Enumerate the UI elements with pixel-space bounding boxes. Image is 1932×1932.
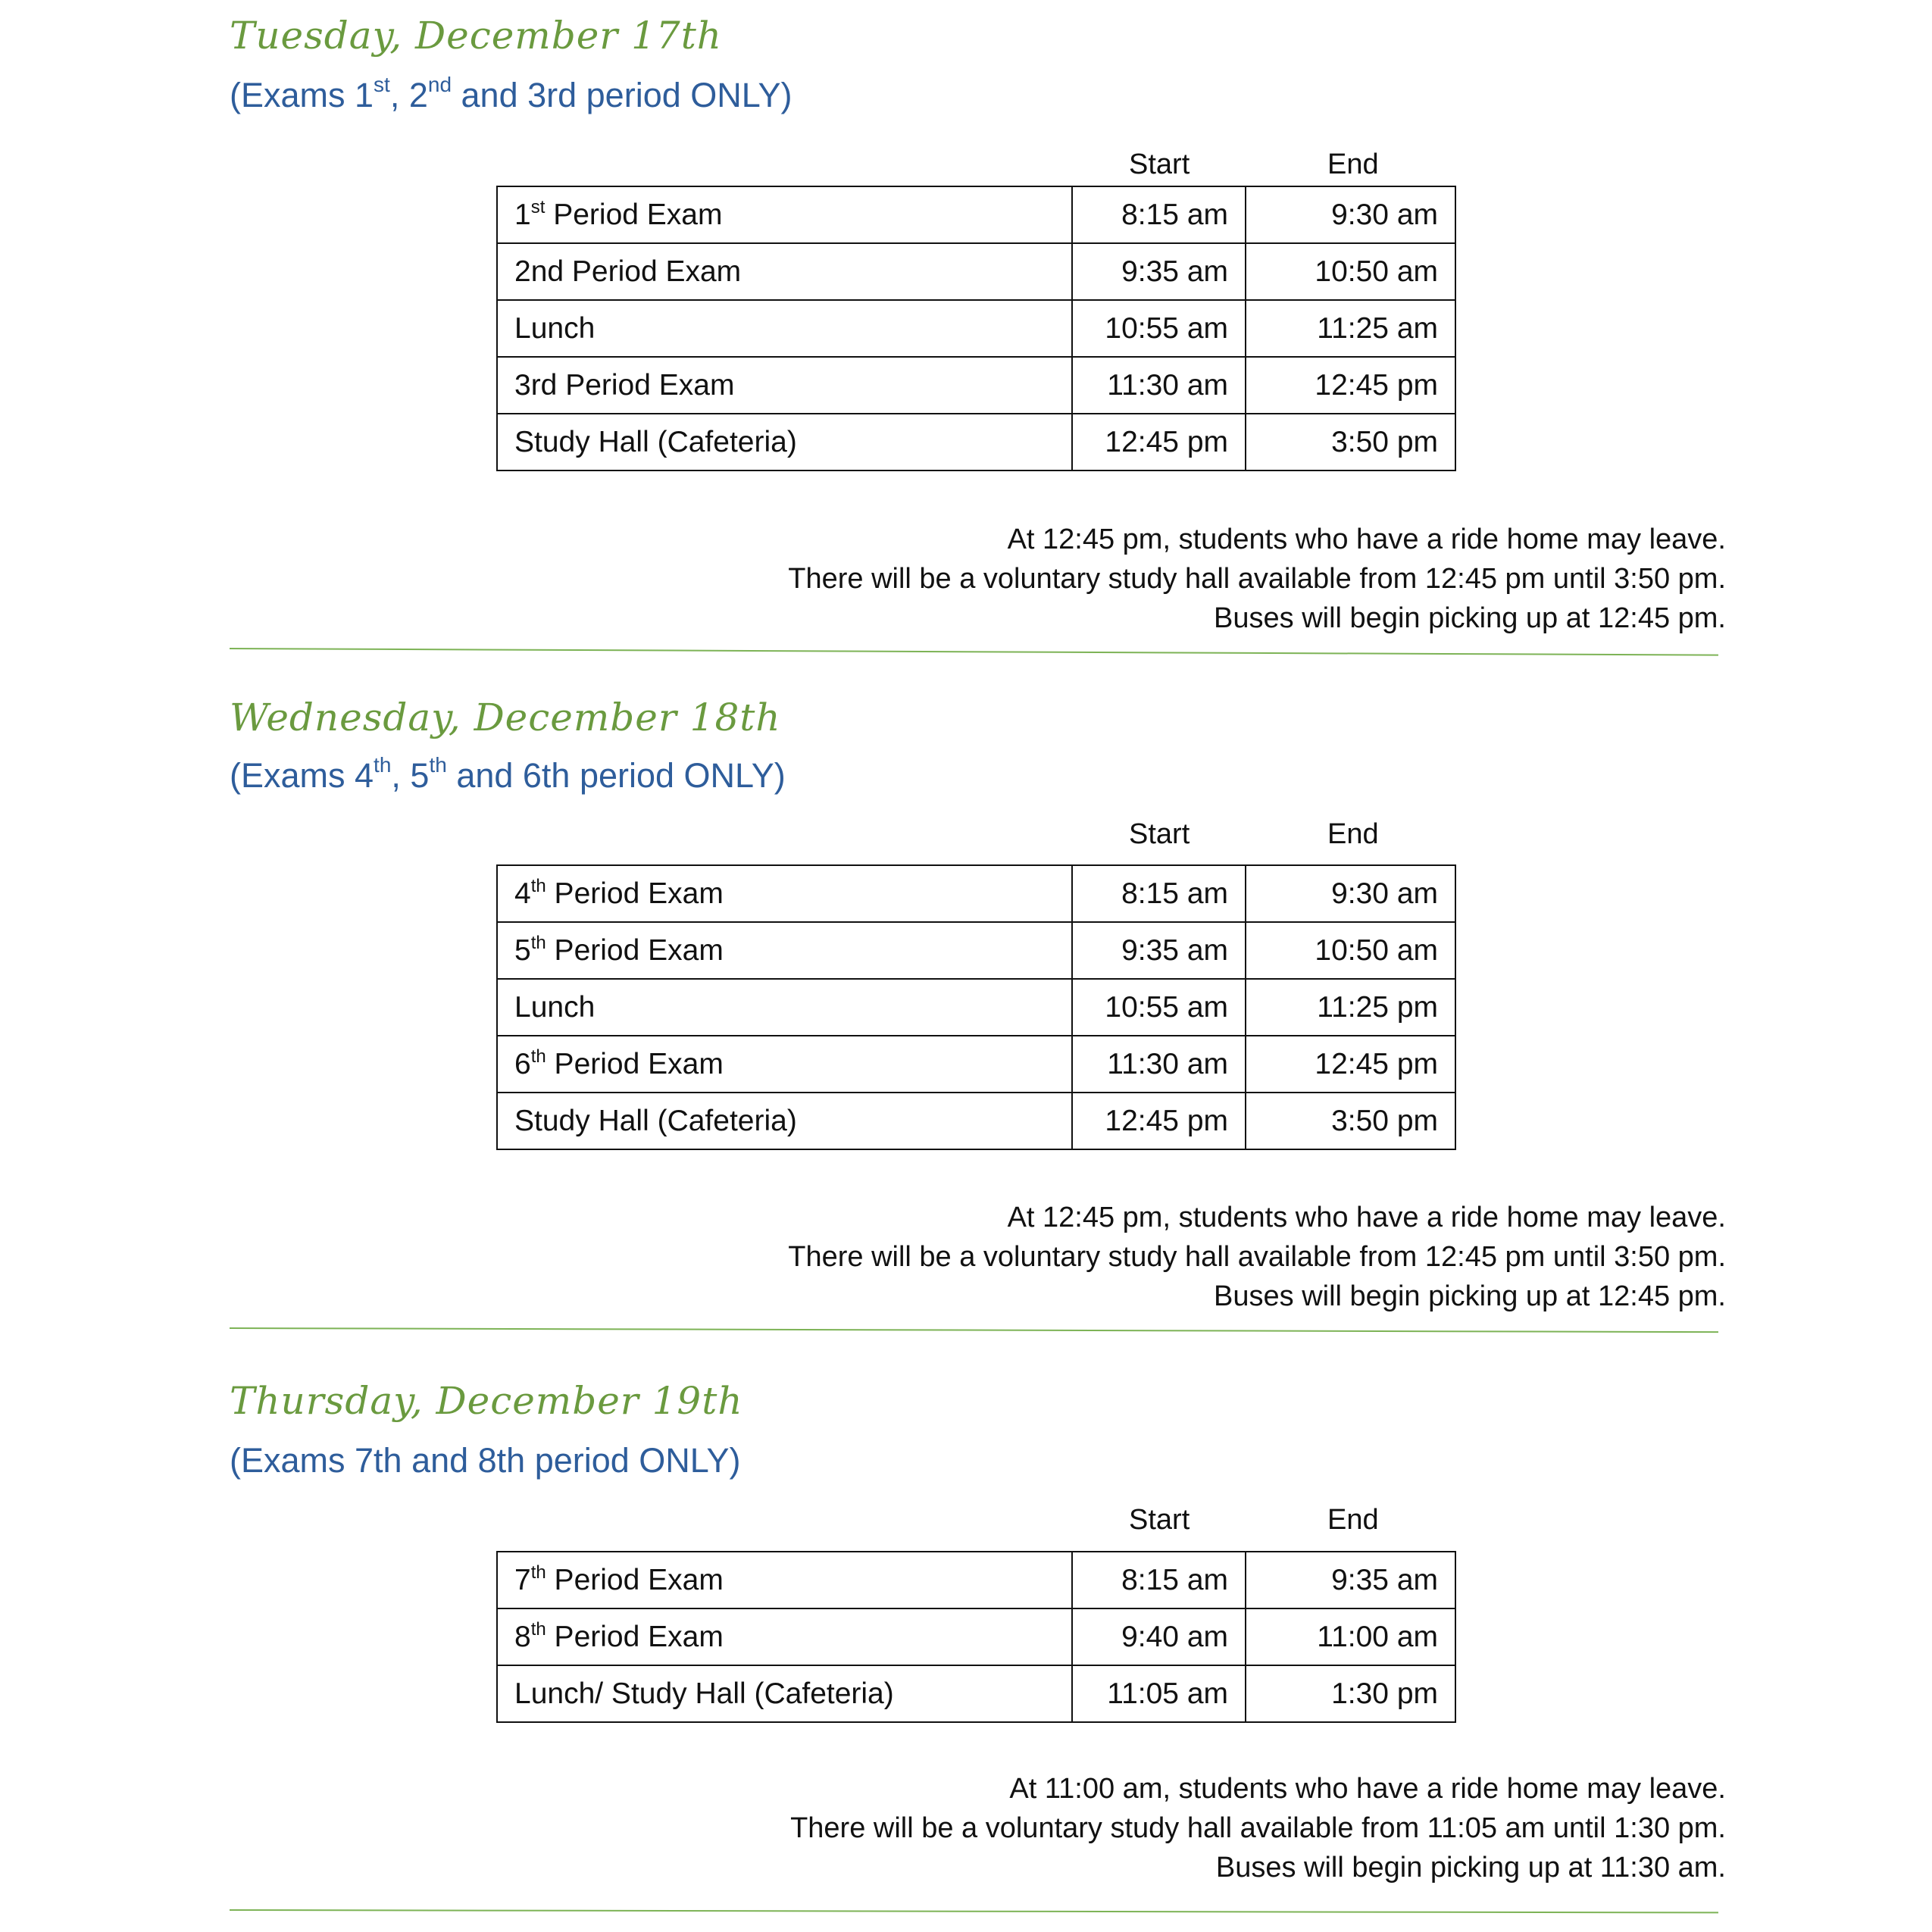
note-line: Buses will begin picking up at 12:45 pm. bbox=[1214, 602, 1726, 634]
table-row bbox=[497, 922, 1455, 979]
start-time: 10:55 am bbox=[1072, 300, 1246, 357]
start-time: 11:05 am bbox=[1072, 1665, 1246, 1722]
section-divider bbox=[230, 1909, 1718, 1913]
start-time: 9:35 am bbox=[1072, 243, 1246, 300]
note-line: At 11:00 am, students who have a ride home may leave. bbox=[1009, 1773, 1726, 1805]
period-label: Study Hall (Cafeteria) bbox=[497, 414, 1072, 470]
start-time: 9:35 am bbox=[1072, 922, 1246, 979]
end-time: 11:25 pm bbox=[1246, 979, 1455, 1036]
period-label: 1st Period Exam bbox=[497, 186, 1072, 243]
dismissal-notes bbox=[790, 1769, 1726, 1887]
end-time: 9:30 am bbox=[1246, 186, 1455, 243]
end-time: 11:25 am bbox=[1246, 300, 1455, 357]
note-line: At 12:45 pm, students who have a ride home may leave. bbox=[1007, 1202, 1726, 1233]
dismissal-notes bbox=[788, 520, 1726, 638]
day-title: Thursday, December 19th bbox=[230, 1379, 743, 1423]
start-time: 9:40 am bbox=[1072, 1608, 1246, 1665]
end-time: 10:50 am bbox=[1246, 243, 1455, 300]
start-time: 11:30 am bbox=[1072, 1036, 1246, 1093]
end-time: 9:30 am bbox=[1246, 865, 1455, 922]
day-subtitle: (Exams 1st, 2nd and 3rd period ONLY) bbox=[230, 73, 792, 114]
start-time: 10:55 am bbox=[1072, 979, 1246, 1036]
day-subtitle: (Exams 4th, 5th and 6th period ONLY) bbox=[230, 753, 786, 795]
day-title: Wednesday, December 18th bbox=[230, 696, 781, 739]
section-divider bbox=[230, 648, 1718, 656]
period-label: 7th Period Exam bbox=[497, 1552, 1072, 1608]
period-label: Lunch bbox=[497, 979, 1072, 1036]
start-time: 8:15 am bbox=[1072, 186, 1246, 243]
end-time: 9:35 am bbox=[1246, 1552, 1455, 1608]
schedule-table bbox=[496, 186, 1456, 471]
note-line: Buses will begin picking up at 11:30 am. bbox=[1215, 1852, 1726, 1884]
day-title: Tuesday, December 17th bbox=[230, 14, 723, 58]
dismissal-notes bbox=[788, 1198, 1726, 1316]
column-header-start: Start bbox=[1129, 148, 1190, 180]
table-row bbox=[497, 1552, 1455, 1608]
table-row bbox=[497, 186, 1455, 243]
end-time: 12:45 pm bbox=[1246, 357, 1455, 414]
table-row bbox=[497, 865, 1455, 922]
end-time: 3:50 pm bbox=[1246, 414, 1455, 470]
end-time: 11:00 am bbox=[1246, 1608, 1455, 1665]
period-label: 3rd Period Exam bbox=[497, 357, 1072, 414]
table-row bbox=[497, 1036, 1455, 1093]
table-row bbox=[497, 243, 1455, 300]
table-row bbox=[497, 979, 1455, 1036]
end-time: 10:50 am bbox=[1246, 922, 1455, 979]
table-row bbox=[497, 1093, 1455, 1149]
end-time: 1:30 pm bbox=[1246, 1665, 1455, 1722]
note-line: At 12:45 pm, students who have a ride home may leave. bbox=[1007, 524, 1726, 555]
period-label: Lunch/ Study Hall (Cafeteria) bbox=[497, 1665, 1072, 1722]
start-time: 8:15 am bbox=[1072, 1552, 1246, 1608]
period-label: 8th Period Exam bbox=[497, 1608, 1072, 1665]
start-time: 12:45 pm bbox=[1072, 1093, 1246, 1149]
column-header-start: Start bbox=[1129, 1504, 1190, 1536]
table-row bbox=[497, 357, 1455, 414]
start-time: 11:30 am bbox=[1072, 357, 1246, 414]
note-line: There will be a voluntary study hall available from 11:05 am until 1:30 pm. bbox=[790, 1812, 1726, 1844]
period-label: Lunch bbox=[497, 300, 1072, 357]
table-row bbox=[497, 1665, 1455, 1722]
column-header-end: End bbox=[1327, 1504, 1379, 1536]
column-header-start: Start bbox=[1129, 818, 1190, 850]
end-time: 3:50 pm bbox=[1246, 1093, 1455, 1149]
schedule-table bbox=[496, 1551, 1456, 1723]
period-label: 4th Period Exam bbox=[497, 865, 1072, 922]
period-label: Study Hall (Cafeteria) bbox=[497, 1093, 1072, 1149]
note-line: There will be a voluntary study hall available from 12:45 pm until 3:50 pm. bbox=[788, 1241, 1726, 1273]
period-label: 2nd Period Exam bbox=[497, 243, 1072, 300]
start-time: 12:45 pm bbox=[1072, 414, 1246, 470]
day-subtitle: (Exams 7th and 8th period ONLY) bbox=[230, 1441, 741, 1480]
period-label: 5th Period Exam bbox=[497, 922, 1072, 979]
end-time: 12:45 pm bbox=[1246, 1036, 1455, 1093]
column-header-end: End bbox=[1327, 148, 1379, 180]
table-row bbox=[497, 1608, 1455, 1665]
schedule-table bbox=[496, 864, 1456, 1150]
column-header-end: End bbox=[1327, 818, 1379, 850]
period-label: 6th Period Exam bbox=[497, 1036, 1072, 1093]
table-row bbox=[497, 414, 1455, 470]
note-line: Buses will begin picking up at 12:45 pm. bbox=[1214, 1280, 1726, 1312]
table-row bbox=[497, 300, 1455, 357]
section-divider bbox=[230, 1327, 1718, 1333]
start-time: 8:15 am bbox=[1072, 865, 1246, 922]
note-line: There will be a voluntary study hall available from 12:45 pm until 3:50 pm. bbox=[788, 563, 1726, 595]
